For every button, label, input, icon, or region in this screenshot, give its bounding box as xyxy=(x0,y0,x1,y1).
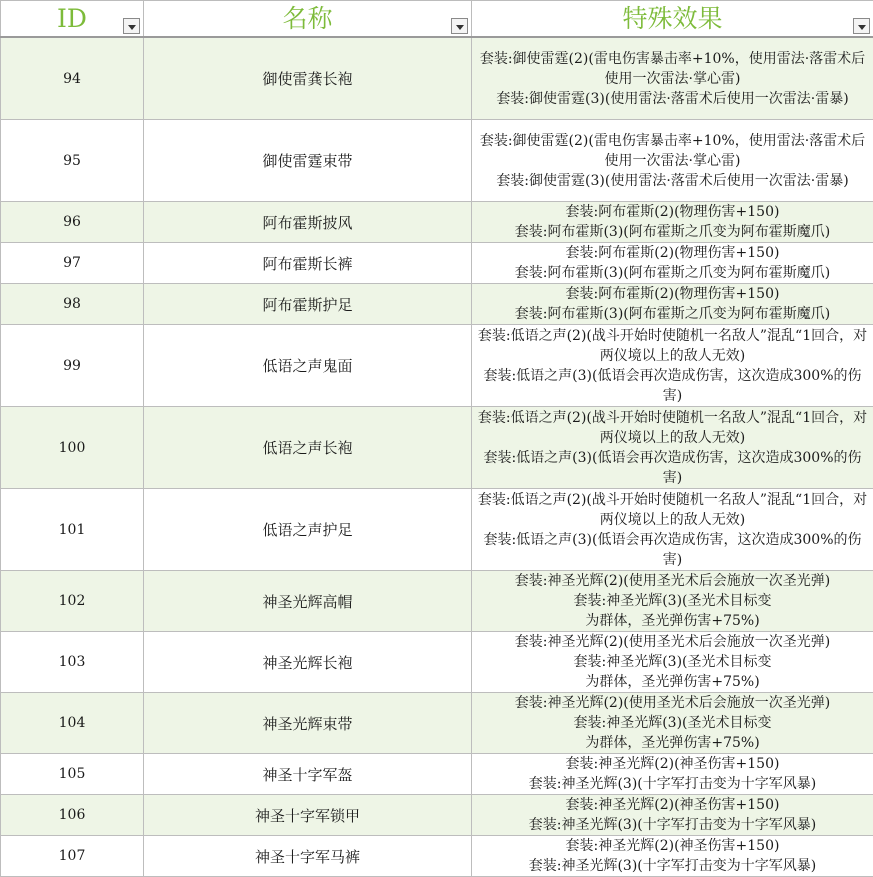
cell-id[interactable]: 98 xyxy=(1,284,144,325)
cell-name[interactable]: 阿布霍斯护足 xyxy=(144,284,472,325)
cell-name[interactable]: 神圣光辉长袍 xyxy=(144,632,472,693)
effect-line: 套装:低语之声(2)(战斗开始时使随机一名敌人”混乱“1回合，对两仪境以上的敌人无效) xyxy=(474,326,871,366)
column-header-id-label: ID xyxy=(1,1,143,36)
effect-line: 套装:低语之声(3)(低语会再次造成伤害，这次造成300%的伤害) xyxy=(474,366,871,406)
effect-line: 套装:阿布霍斯(3)(阿布霍斯之爪变为阿布霍斯魔爪) xyxy=(474,222,871,242)
effect-line: 套装:神圣光辉(3)(圣光术目标变 xyxy=(474,591,871,611)
effect-line: 套装:御使雷霆(2)(雷电伤害暴击率+10%，使用雷法·落雷术后使用一次雷法·掌心雷) xyxy=(474,49,871,89)
cell-name[interactable]: 低语之声护足 xyxy=(144,489,472,571)
cell-name[interactable]: 神圣十字军马裤 xyxy=(144,836,472,877)
table-row[interactable] xyxy=(1,407,873,489)
effect-line: 套装:神圣光辉(3)(圣光术目标变 xyxy=(474,652,871,672)
cell-id[interactable]: 96 xyxy=(1,202,144,243)
header-row xyxy=(1,1,873,38)
cell-name[interactable]: 阿布霍斯长裤 xyxy=(144,243,472,284)
column-header-name[interactable] xyxy=(144,1,472,38)
effect-line: 套装:神圣光辉(3)(十字军打击变为十字军风暴) xyxy=(474,815,871,835)
cell-id[interactable]: 95 xyxy=(1,120,144,202)
table-row[interactable] xyxy=(1,571,873,632)
effect-line: 为群体，圣光弹伤害+75%) xyxy=(474,672,871,692)
effect-line: 为群体，圣光弹伤害+75%) xyxy=(474,733,871,753)
table-row[interactable] xyxy=(1,325,873,407)
cell-id[interactable]: 101 xyxy=(1,489,144,571)
effect-line: 套装:神圣光辉(2)(使用圣光术后会施放一次圣光弹) xyxy=(474,571,871,591)
cell-effect[interactable] xyxy=(472,571,873,632)
table-row[interactable] xyxy=(1,754,873,795)
cell-effect[interactable] xyxy=(472,120,873,202)
column-header-name-label: 名称 xyxy=(144,1,471,36)
cell-name[interactable]: 低语之声鬼面 xyxy=(144,325,472,407)
cell-effect[interactable] xyxy=(472,284,873,325)
effect-line: 套装:神圣光辉(2)(神圣伤害+150) xyxy=(474,836,871,856)
cell-name[interactable]: 神圣十字军锁甲 xyxy=(144,795,472,836)
cell-id[interactable]: 106 xyxy=(1,795,144,836)
effect-line: 套装:神圣光辉(2)(神圣伤害+150) xyxy=(474,754,871,774)
cell-name[interactable]: 低语之声长袍 xyxy=(144,407,472,489)
effect-line: 套装:低语之声(3)(低语会再次造成伤害，这次造成300%的伤害) xyxy=(474,530,871,570)
table-row[interactable] xyxy=(1,202,873,243)
cell-id[interactable]: 107 xyxy=(1,836,144,877)
filter-dropdown-icon[interactable] xyxy=(123,18,140,34)
table-row[interactable] xyxy=(1,120,873,202)
cell-id[interactable]: 102 xyxy=(1,571,144,632)
cell-name[interactable]: 御使雷霆束带 xyxy=(144,120,472,202)
effect-line: 套装:神圣光辉(2)(使用圣光术后会施放一次圣光弹) xyxy=(474,693,871,713)
cell-effect[interactable] xyxy=(472,693,873,754)
effect-line: 套装:神圣光辉(3)(圣光术目标变 xyxy=(474,713,871,733)
cell-effect[interactable] xyxy=(472,489,873,571)
effect-line: 套装:阿布霍斯(2)(物理伤害+150) xyxy=(474,284,871,304)
effect-line: 套装:御使雷霆(3)(使用雷法·落雷术后使用一次雷法·雷暴) xyxy=(474,89,871,109)
cell-effect[interactable] xyxy=(472,407,873,489)
effect-line: 套装:御使雷霆(2)(雷电伤害暴击率+10%，使用雷法·落雷术后使用一次雷法·掌心雷) xyxy=(474,131,871,171)
cell-id[interactable]: 97 xyxy=(1,243,144,284)
cell-id[interactable]: 100 xyxy=(1,407,144,489)
table-row[interactable] xyxy=(1,632,873,693)
cell-effect[interactable] xyxy=(472,202,873,243)
table-row[interactable] xyxy=(1,243,873,284)
cell-effect[interactable] xyxy=(472,325,873,407)
cell-name[interactable]: 神圣光辉高帽 xyxy=(144,571,472,632)
effect-line: 套装:御使雷霆(3)(使用雷法·落雷术后使用一次雷法·雷暴) xyxy=(474,171,871,191)
effect-line: 套装:神圣光辉(2)(使用圣光术后会施放一次圣光弹) xyxy=(474,632,871,652)
effect-line: 套装:神圣光辉(2)(神圣伤害+150) xyxy=(474,795,871,815)
cell-name[interactable]: 御使雷龚长袍 xyxy=(144,37,472,120)
table-row[interactable] xyxy=(1,489,873,571)
filter-dropdown-icon[interactable] xyxy=(853,18,870,34)
effect-line: 套装:神圣光辉(3)(十字军打击变为十字军风暴) xyxy=(474,856,871,876)
effect-line: 套装:阿布霍斯(3)(阿布霍斯之爪变为阿布霍斯魔爪) xyxy=(474,263,871,283)
table-row[interactable] xyxy=(1,836,873,877)
cell-effect[interactable] xyxy=(472,37,873,120)
effect-line: 套装:阿布霍斯(2)(物理伤害+150) xyxy=(474,202,871,222)
cell-id[interactable]: 94 xyxy=(1,37,144,120)
cell-id[interactable]: 103 xyxy=(1,632,144,693)
cell-id[interactable]: 105 xyxy=(1,754,144,795)
cell-effect[interactable] xyxy=(472,836,873,877)
cell-effect[interactable] xyxy=(472,795,873,836)
filter-dropdown-icon[interactable] xyxy=(451,18,468,34)
column-header-effect-label: 特殊效果 xyxy=(472,1,873,36)
table-row[interactable] xyxy=(1,37,873,120)
table-row[interactable] xyxy=(1,693,873,754)
effect-line: 套装:阿布霍斯(3)(阿布霍斯之爪变为阿布霍斯魔爪) xyxy=(474,304,871,324)
table-row[interactable] xyxy=(1,795,873,836)
cell-id[interactable]: 104 xyxy=(1,693,144,754)
effect-line: 套装:阿布霍斯(2)(物理伤害+150) xyxy=(474,243,871,263)
column-header-effect[interactable] xyxy=(472,1,873,38)
column-header-id[interactable] xyxy=(1,1,144,38)
effect-line: 为群体，圣光弹伤害+75%) xyxy=(474,611,871,631)
effect-line: 套装:神圣光辉(3)(十字军打击变为十字军风暴) xyxy=(474,774,871,794)
effect-line: 套装:低语之声(3)(低语会再次造成伤害，这次造成300%的伤害) xyxy=(474,448,871,488)
cell-name[interactable]: 神圣十字军盔 xyxy=(144,754,472,795)
cell-effect[interactable] xyxy=(472,754,873,795)
cell-effect[interactable] xyxy=(472,243,873,284)
effect-line: 套装:低语之声(2)(战斗开始时使随机一名敌人”混乱“1回合，对两仪境以上的敌人无效) xyxy=(474,408,871,448)
cell-effect[interactable] xyxy=(472,632,873,693)
cell-id[interactable]: 99 xyxy=(1,325,144,407)
cell-name[interactable]: 阿布霍斯披风 xyxy=(144,202,472,243)
table-row[interactable] xyxy=(1,284,873,325)
cell-name[interactable]: 神圣光辉束带 xyxy=(144,693,472,754)
effect-line: 套装:低语之声(2)(战斗开始时使随机一名敌人”混乱“1回合，对两仪境以上的敌人无效) xyxy=(474,490,871,530)
